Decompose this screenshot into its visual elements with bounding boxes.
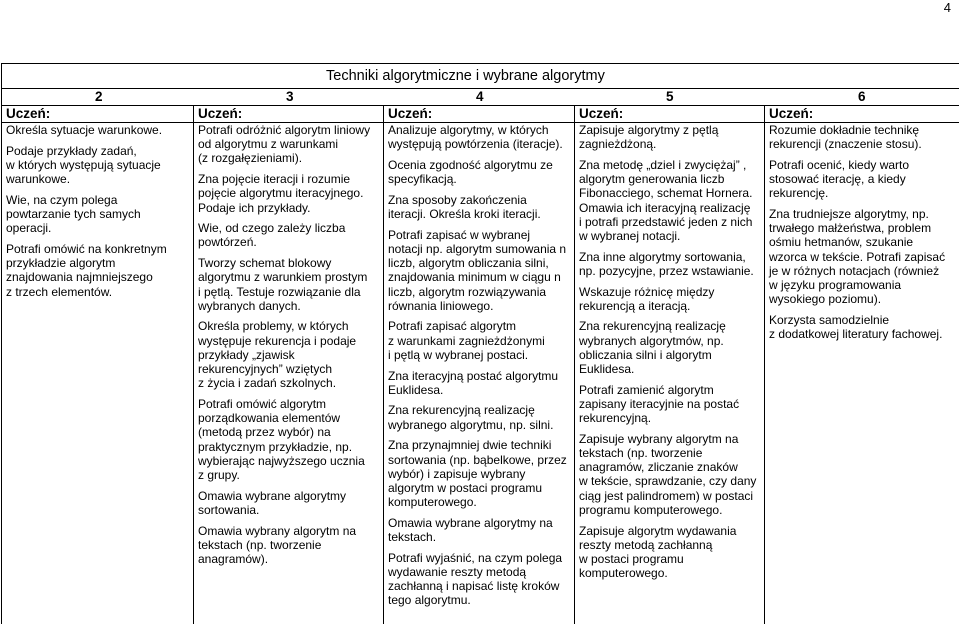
column-header-5: Uczeń: bbox=[769, 106, 814, 121]
requirement-text: Wskazuje różnicę między rekurencją a iteracją. bbox=[579, 284, 715, 313]
requirement-text: Analizuje algorytmy, w których występują powtórzenia (iteracje). bbox=[388, 123, 563, 152]
table-title: Techniki algorytmiczne i wybrane algorytmy bbox=[326, 68, 605, 84]
grade-number-4: 4 bbox=[476, 89, 484, 104]
requirement-text: Zna inne algorytmy sortowania, np. pozycyjne, przez wstawianie. bbox=[579, 249, 754, 278]
requirement-text: Potrafi omówić na konkretnym przykładzie algorytm znajdowania najmniejszego z trzech elementów. bbox=[6, 241, 167, 299]
requirement-text: Zapisuje wybrany algorytm na tekstach (np. tworzenie anagramów, zliczanie znaków w tekście, sprawdzanie, czy dany ciąg jest palindromem) w postaci programu komputerowego. bbox=[579, 431, 757, 517]
requirement-text: Zna przynajmniej dwie techniki sortowania (np. bąbelkowe, przez wybór) i zapisuje wybrany algorytm w postaci programu komputerowego. bbox=[388, 438, 567, 510]
grade-number-row bbox=[2, 89, 959, 106]
column-grade-4 bbox=[388, 123, 573, 614]
requirement-text: Zna trudniejsze algorytmy, np. trwałego małżeństwa, problem ośmiu hetmanów, szukanie wzorca w tekście. Potrafi zapisać je w różnych notacjach (również w języku programowania wysokiego poziomu). bbox=[769, 207, 946, 307]
column-divider bbox=[574, 106, 575, 624]
column-divider bbox=[193, 106, 194, 624]
requirement-text: Potrafi omówić algorytm porządkowania elementów (metodą przez wybór) na praktycznym przykładzie, np. wybierając najwyższego ucznia z grupy. bbox=[198, 396, 365, 482]
requirement-text: Rozumie dokładnie technikę rekurencji (znaczenie stosu). bbox=[769, 123, 922, 152]
grade-number-6: 6 bbox=[858, 89, 866, 104]
requirement-text: Zna iteracyjną postać algorytmu Euklidesa. bbox=[388, 368, 559, 397]
requirement-text: Wie, na czym polega powtarzanie tych samych operacji. bbox=[6, 192, 141, 236]
column-header-3: Uczeń: bbox=[388, 106, 433, 121]
curriculum-table bbox=[1, 63, 959, 624]
column-header-1: Uczeń: bbox=[6, 106, 51, 121]
requirement-text: Zna rekurencyjną realizację wybranych algorytmów, np. obliczania silni i algorytm Euklidesa. bbox=[579, 319, 726, 377]
requirement-text: Zna sposoby zakończenia iteracji. Określa kroki iteracji. bbox=[388, 192, 541, 222]
column-grade-2 bbox=[6, 123, 192, 305]
column-divider bbox=[764, 106, 765, 624]
requirement-text: Potrafi zapisać algorytm z warunkami zagnieżdżonymi i pętlą w wybranej postaci. bbox=[388, 319, 545, 362]
requirement-text: Zna metodę „dziel i zwyciężaj” , algorytm generowania liczb Fibonacciego, schemat Hornera. Omawia ich iteracyjną realizację i potrafi przedstawić jeden z nich w wybranej notacji. bbox=[579, 157, 753, 243]
grade-number-3: 3 bbox=[286, 89, 294, 104]
grade-number-2: 2 bbox=[95, 89, 103, 104]
requirement-text: Omawia wybrane algorytmy sortowania. bbox=[198, 488, 347, 517]
requirement-text: Zapisuje algorytmy z pętlą zagnieżdżoną. bbox=[579, 123, 719, 152]
requirement-text: Potrafi zamienić algorytm zapisany iteracyjnie na postać rekurencyjną. bbox=[579, 382, 740, 426]
requirement-text: Zna pojęcie iteracji i rozumie pojęcie algorytmu iteracyjnego. Podaje ich przykłady. bbox=[198, 172, 364, 215]
table-title-row bbox=[2, 64, 959, 89]
requirement-text: Omawia wybrany algorytm na tekstach (np. tworzenie anagramów). bbox=[198, 523, 357, 566]
page-number: 4 bbox=[943, 0, 951, 15]
requirement-text: Ocenia zgodność algorytmu ze specyfikacją. bbox=[388, 157, 553, 187]
requirement-text: Potrafi ocenić, kiedy warto stosować iterację, a kiedy rekurencję. bbox=[769, 157, 910, 201]
requirement-text: Określa problemy, w których występuje rekurencja i podaje przykłady „zjawisk rekurencyjnych” wziętych z życia i zadań szkolnych. bbox=[198, 319, 357, 391]
column-grade-6 bbox=[769, 123, 957, 348]
grade-number-5: 5 bbox=[666, 89, 674, 104]
requirement-text: Określa sytuacje warunkowe. bbox=[6, 123, 163, 137]
requirement-text: Tworzy schemat blokowy algorytmu z warunkiem prostym i pętlą. Testuje rozwiązanie dla wybranych danych. bbox=[198, 256, 368, 313]
requirement-text: Zapisuje algorytm wydawania reszty metodą zachłanną w postaci programu komputerowego. bbox=[579, 523, 737, 581]
requirement-text: Omawia wybrane algorytmy na tekstach. bbox=[388, 515, 553, 545]
requirement-text: Wie, od czego zależy liczba powtórzeń. bbox=[198, 221, 346, 250]
column-grade-3 bbox=[198, 123, 382, 573]
requirement-text: Korzysta samodzielnie z dodatkowej literatury fachowej. bbox=[769, 312, 943, 342]
requirement-text: Potrafi odróżnić algorytm liniowy od algorytmu z warunkami (z rozgałęzieniami). bbox=[198, 123, 371, 166]
column-grade-5 bbox=[579, 123, 763, 587]
column-divider bbox=[383, 106, 384, 624]
column-header-row bbox=[2, 106, 959, 123]
requirement-text: Podaje przykłady zadań, w których występują sytuacje warunkowe. bbox=[6, 143, 161, 187]
requirement-text: Potrafi wyjaśnić, na czym polega wydawanie reszty metodą zachłanną i napisać listę kroków tego algorytmu. bbox=[388, 550, 563, 608]
requirement-text: Potrafi zapisać w wybranej notacji np. algorytm sumowania n liczb, algorytm obliczania silni, znajdowania minimum w ciągu n liczb, algorytm rozwiązywania równania liniowego. bbox=[388, 227, 567, 313]
column-header-2: Uczeń: bbox=[198, 106, 243, 121]
column-header-4: Uczeń: bbox=[579, 106, 624, 121]
requirement-text: Zna rekurencyjną realizację wybranego algorytmu, np. silni. bbox=[388, 403, 554, 432]
